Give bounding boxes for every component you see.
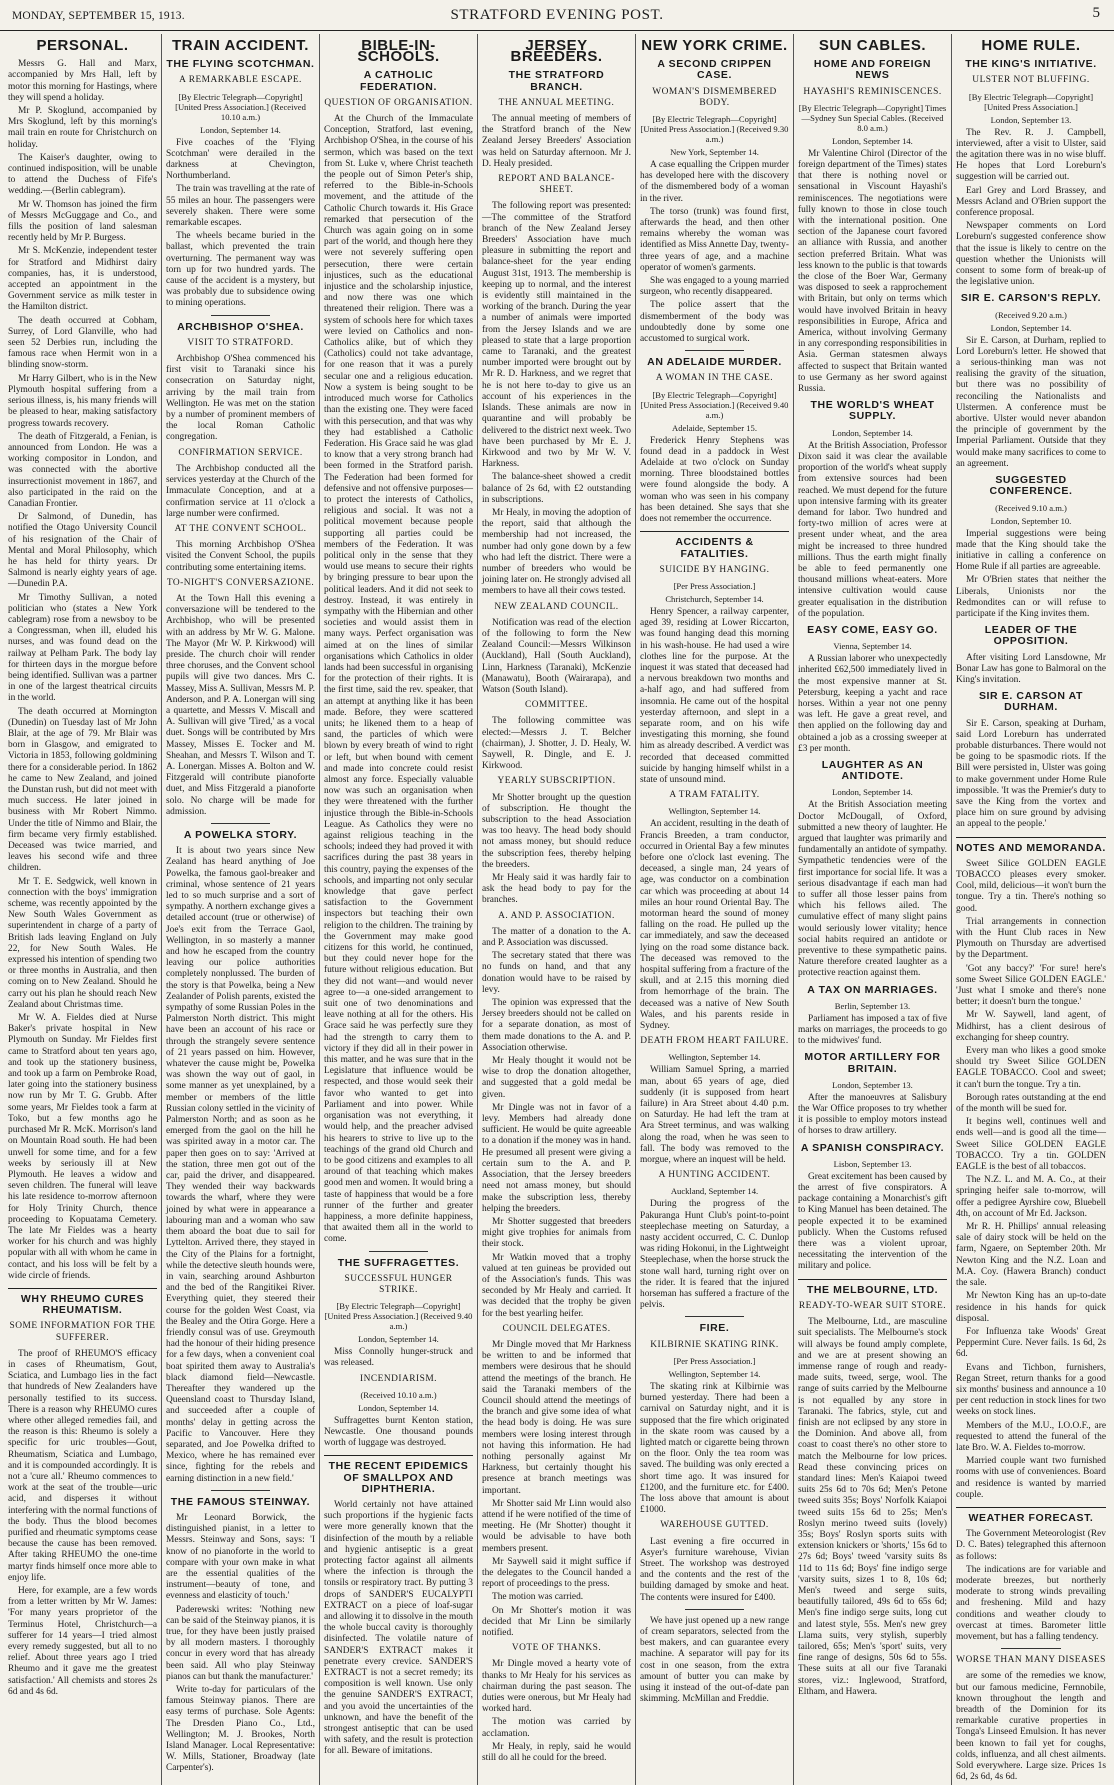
section-heading: BIBLE-IN-SCHOOLS. [357,37,440,66]
ad-subheading: SOME INFORMATION FOR THE SUFFERER. [9,1321,156,1343]
paragraph: The motion was carried. [492,1592,584,1603]
paragraph: Mr Healy thought it would not be wise to drop the donation altogether, and suggested that a gold medal be given. [482,1056,631,1100]
paragraph: Mr T. E. Sedgwick, well known in connection with the boys' immigration scheme, was recently appointed by the New South Wales Government as superintendent in charge of a party of British lads leaving England on July 22, for New South Wales. He expressed his intention of spending two or three months in Australia, and then coming on to New Zealand. Should he carry out his plan he should reach New Zealand about Christmas time. [8,876,157,1010]
paragraph: After visiting Lord Lansdowne, Mr Bonar Law has gone to Balmoral on the King's invitation. [956,652,1106,685]
dateline: Wellington, September 14. [668,1052,761,1063]
paragraph: Earl Grey and Lord Brassey, and Messrs Acland and O'Brien support the conference proposal. [956,185,1106,219]
article-heading: LEADER OF THE OPPOSITION. [984,624,1078,648]
column-train-accident [162,34,320,1785]
paragraph: The Melbourne, Ltd., are masculine suit specialists. The Melbourne's stock will always be found amply complete, and we are at present showing an immense range of rough and ready-made suits, tweed, serge, wool. The range of suits carried by the Melbourne is not equalled by any store in Taranaki. The fabrics, style, cut and finish are not eclipsed by any store in the Dominion. And above all, from coast to coast there's no other store to match the Melbourne for low prices. Read these convincing prices on standard lines: Men's Kaiapoi tweed suits 25s 6d to 70s 6d; Men's Petone tweed suits 35s; Boys' Norfolk Kaiapoi tweed suits 15s 6d to 25s; Men's Roslyn merino tweed suits (lovely) 35s; Boys' Roslyn sports suits with extension knickers or 'shorts,' 15s 6d to 27s 6d; Boys' tweed 'varsity suits 8s 11d to 11s 6d; Boys' fine indigo serge 'varsity suits, sizes 1 to 8, 10s 6d; Men's tweed and serge suits, beautifully tailored, 49s 6d to 65s 6d; Men's fine indigo serge suits, long cut and latest style, 55s. Men's new grey Llama suits, very stylish, superbly tailored, 65s; Men's 'sport' suits, very fine range of designs, 50s 6d to 55s. These suits at all our five Taranaki stores, viz.: Inglewood, Stratford, Eltham, and Hawera. [798,1317,947,1697]
article-subheading: A HUNTING ACCIDENT. [658,1170,771,1181]
article-subheading: A WOMAN IN THE CASE. [655,373,774,384]
divider [956,1507,1106,1508]
paragraph: The secretary stated that there was no funds on hand, and that any donation would have to be raised by levy. [482,951,631,995]
paragraph: Mr Dingle moved that Mr Harkness be written to and be informed that members were desirous that he should attend the meetings of the branch. He said the Taranaki members of the Council should attend the meetings of the branch and give some idea of what the head body is doing. He was sure members were losing interest through not having this information. He had nothing personally against Mr Harkness, but certainly thought his presence at branch meetings was important. [482,1339,631,1496]
article-heading: A POWELKA STORY. [183,828,298,841]
dateline: Auckland, September 14. [670,1186,759,1197]
article-subheading: THE ANNUAL MEETING. [498,97,615,108]
article-heading: A CATHOLIC FEDERATION. [360,69,437,93]
paragraph: She was engaged to a young married surgeon, who recently disappeared. [640,276,789,298]
paragraph: World certainly not have attained such proportions if the hygienic facts were more generally known that the disinfection of the mouth by a reliable and hygienic antiseptic is a great protecting factor against all ailments where the infection is through the tonsils or respiratory tract. By putting 3 drops of SANDER'S EUCALYPTI EXTRACT on a piece of loaf-sugar and allowing it to dissolve in the mouth the whole buccal cavity is thoroughly disinfected. The volatile nature of SANDER'S EXTRACT makes it penetrate every crevice. SANDER'S EXTRACT is not a secret remedy; its composition is well known. Use only the genuine SANDER'S EXTRACT, and you avoid the uncertainties of the unknown, and have the benefit of the strongest antiseptic that can be used with safety, and the result is protection for all. Beware of imitations. [324,1499,473,1757]
article-heading: THE KING'S INITIATIVE. [965,58,1097,71]
paragraph: Dr Salmond, of Dunedin, has notified the Otago University Council of his resignation of the Chair of Mental and Moral Philosophy, which he has held for thirty years. Dr Salmond is nearly eighty years of age.—Dunedin P.A. [8,512,157,590]
paragraph: The death occurred at Cobham, Surrey, of Lord Glanville, who had seen 52 Derbies run, including the famous race when Hermit won in a blinding snow-storm. [8,315,157,371]
paragraph: Frederick Henry Stephens was found dead in a paddock in West Adelaide at two o'clock on Sunday morning. Three bloodstained bottles were found alongside the body. A woman who was seen in his company has been detained. She says that she does not remember the occurrence. [640,435,789,525]
paragraph: After the manoeuvres at Salisbury the War Office proposes to try whether it is possible to employ motors instead of horses to draw artillery. [798,1092,947,1137]
column-sun-cables [794,34,952,1785]
paragraph: Imperial suggestions were being made that the King should take the initiative in calling a conference on Home Rule if all parties are agreeable. [956,528,1106,573]
paragraph: Mr Newton King has an up-to-date residence in his hands for quick disposal. [956,1291,1106,1324]
article-subheading: CONFIRMATION SERVICE. [178,447,303,458]
paragraph: Mr Healy, in moving the adoption of the report, said that although the membership had not increased, the number had only gone down by a few who had left the district. There were a number of breeders who would be joining later on. He strongly advised all members to have all their cows tested. [482,507,631,597]
dateline: Wellington, September 14. [668,806,761,817]
divider [685,1316,745,1317]
article-heading: HOME AND FOREIGN NEWS [813,58,932,82]
article-subheading: WAREHOUSE GUTTED. [660,1520,769,1531]
masthead [0,0,1114,31]
paragraph: Mr R. H. Phillips' annual releasing sale of dairy stock will be held on the farm, Ngaere, on September 20th. Mr Newton King and the N.Z. Loan and M.A. Coy. (Hawera Branch) conduct the sale. [956,1222,1106,1289]
page-number: 5 [1092,5,1100,21]
wire-credit: (Received 9.20 a.m.) [995,309,1067,320]
divider [211,315,271,316]
column-bible-in-schools [320,34,478,1785]
paragraph: Henry Spencer, a railway carpenter, aged 39, residing at Lower Riccarton, was found hanging dead this morning in his wash-house. He had used a wire clothes line for the purpose. At the inquest it was stated that deceased had a nervous breakdown two months and a-half ago, and had suffered from insomnia. He came out of the hospital yesterday afternoon, and slept in a separate room, and on his wife investigating this morning, she found him as already described. A verdict was recorded that deceased committed suicide by hanging himself whilst in a state of unsound mind. [640,606,789,785]
article-subheading: VISIT TO STRATFORD. [187,337,294,348]
paragraph: Mr Valentine Chirol (Director of the foreign department of the Times) states that there is nothing novel or sensational in Viscount Hayashi's reminiscences. The negotiations were fully known to those in close touch with the international position. One section of the Japanese court favored an alliance with Russia, and another section preferred Britain. What was less known to the public is that towards the close of the Boer War, Germany was disposed to seek a rapprochement with Britain, but only on terms which would have involved Britain in heavy responsibilities in Europe, Africa and America, without involving Germany in any corresponding responsibilities in Asia. German statesmen always affected to suspect that Britain wanted to use Germany as her sword against Russia. [798,148,947,395]
columns [4,34,1110,1783]
article-subheading: A REMARKABLE ESCAPE. [179,75,302,86]
dateline: Wellington, September 14. [668,1368,761,1379]
paragraph: Five coaches of the 'Flying Scotchman' were derailed in the darkness at Chevington, Northumberland. [166,137,315,182]
paragraph: The wheels became buried in the ballast, which prevented the train overturning. The permanent way was torn up for two hundred yards. The cause of the accident is a mystery, but was probably due to subsidence owing to mining operations. [166,231,315,309]
article-subheading: COUNCIL DELEGATES. [502,1323,611,1334]
article-heading: SUGGESTED CONFERENCE. [989,474,1073,498]
article-subheading: AT THE CONVENT SCHOOL. [174,523,307,534]
paragraph: At the Church of the Immaculate Conception, Stratford, last evening, Archbishop O'Shea, in the course of his sermon, which was based on the text from St. Luke v, where Christ teacheth the people out of Simon Peter's ship, referred to the Bible-in-Schools movement, and the attitude of the Catholic Church towards it. His Grace remarked that persecution of the Church was again going on in some part of the world, and though here they were not severely suffering open persecution, there were certain injustices, such as the educational injustice and the scholarship injustice, and now there was one which threatened their religion. There was a system of schools here for which taxes were levied on Catholics and non-Catholics alike, but of which they (Catholics) could not take advantage, for one reason that it was a purely secular one and a religious education. Now a system is being sought to be introduced much worse for Catholics than the existing one. They were faced with this persecution, and that was why they had established a Catholic Federation. His Grace said he was glad to know that a very strong branch had been formed in the Stratford parish. The Federation had been formed for defensive and not offensive purposes—to protect the interests of Catholics, religious and social. It was not a political movement because people supporting all parties could be members of the Federation. It was political only in the sense that they would use means to secure their rights by bringing pressure to bear upon the political leaders. And it did not seek to destroy. Instead, it was entirely in sympathy with the Hibernian and other societies and would assist them in many ways. Perfect organisation was aimed at on the lines of similar organisations which Catholics in older lands had been successful in organising for the protection of their rights. It is the first time, said the rev. speaker, that an attempt at anything like it has been made. Before, they were scattered units; he likened them to a heap of sand, the particles of which were blown by every breath of wind to right or left, but when bound with cement and made into concrete could resist almost any force. Especially valuable now was such an organisation when they were threatened with the further injustice through the Bible-in-Schools League. As Catholics they were no against religious teaching in the schools; indeed they had proved it with sacrifices during the past 38 years in this country, paying the expenses of the schools, and imparting not only secular knowledge that gave perfect satisfaction to the Government inspectors but teaching their own religion to the children. The training by the Government may make good citizens for this world, he continued, but they could never hope for the future without religious education. But they did not want—and would never agree to—a one-sided arrangement to suit one of two denominations and leave nothing at all for the others. His Grace said he was perfectly sure they had the strength to carry them to victory if they did all in their power in this matter, and he was sure that in the Legislature that influence would be respected, and those would seek their favor who wanted to get into Parliament and into power. While organisation was not everything, it would help, and the preacher advised his hearers to strive to live up to the teachings of the grand old Church and to be good citizens and examples to all around of that teaching which makes good men and women. It would bring a taste of happiness that would be a fore runner of the further and greater happiness, a more definite happiness, that awaited them all in the world to come. [324,114,473,1245]
article-heading: A TAX ON MARRIAGES. [807,983,938,996]
article-subheading: ULSTER NOT BLUFFING. [972,75,1090,86]
dateline: London, September 14. [358,1334,439,1345]
column-home-rule [952,34,1110,1785]
paragraph: Every man who likes a good smoke should try Sweet Silice GOLDEN EAGLE TOBACCO. Cool and sweet; it can't burn the tongue. Try a tin. [956,1046,1106,1090]
paragraph: Mr P. Skoglund, accompanied by Mrs Skoglund, left by this morning's mail train en route for Christchurch on holiday. [8,106,157,150]
paragraph: The skating rink at Kilbirnie was burned yesterday. There had been a carnival on Saturday night, and it is supposed that the fire which originated in the skate room was caused by a lighted match or cigarette being thrown on the floor. Only the tea room was saved. The building was only erected a short time ago. It was insured for £1200, and the furniture etc. for £400. The loss above that amount is about £1000. [640,1381,789,1516]
paragraph: Sir E. Carson, at Durham, replied to Lord Loreburn's letter. He showed that a serious-thinking man was not realising the gravity of the situation, but there was no possibility of reconciling the Nationalists and Ulstermen. A conference must be abortive. Ulster would never abandon the principle of government by the Imperial Parliament. Outside that they would make many sacrifices to come to an agreement. [956,335,1106,469]
divider [369,1251,429,1252]
paragraph: Parliament has imposed a tax of five marks on marriages, the proceeds to go to the midwives' fund. [798,1013,947,1047]
article-subheading: SUCCESSFUL HUNGER STRIKE. [344,1273,453,1295]
article-heading: THE FLYING SCOTCHMAN. [166,58,315,71]
article-heading: THE STRATFORD BRANCH. [508,69,605,93]
dateline: Berlin, September 13. [834,1000,911,1011]
paragraph: The proof of RHEUMO'S efficacy in cases of Rheumatism, Gout, Sciatica, and Lumbago lies in the fact that hundreds of New Zealanders have personally testified to its success. There is a reason why RHEUMO cures where other alleged remedies fail, and the reason is this: Rheumo is solely a specific for uric troubles—Gout, Rheumatism, Sciatica and Lumbago, and it is compounded accordingly. It is not a 'cure all.' Rheumo commences to work at the seat of the trouble—uric acid, and disperses it without interfering with the normal functions of the body. Thus the blood becomes purified and rheumatic symptoms cease because the cause has been removed. After taking RHEUMO the one-time martyr finds himself once more able to enjoy life. [8,1348,157,1583]
paragraph: Mr Leonard Borwick, the distinguished pianist, in a letter to Messrs. Steinway and Sons, says: 'I know of no pianoforte in the world to compare with your own make in what are the essential qualities of the instrument—beauty of tone, and evenness and elasticity of touch.' [166,1512,315,1602]
dateline: Christchurch, September 14. [665,593,764,604]
paragraph: Mr Timothy Sullivan, a noted politician who (states a New York cablegram) rose from a newsboy to be a Congressman, when ill, eluded his nurses, and was found dead on the railway at Pelham Park. The body lay for thirteen days in the morgue before being identified. Sullivan was a partner in one of the largest theatrical circuits in the world. [8,592,157,704]
paragraph: Here, for example, are a few words from a letter written by Mr W. James: 'For many years proprietor of the Terminus Hotel, Christchurch—a sufferer for 14 years—I tried almost every remedy suggested, but all to no relief. About three years ago I tried Rheumo and it gave me the greatest satisfaction.' All chemists and stores 2s 6d and 4s 6d. [8,1586,157,1697]
paragraph: The opinion was expressed that the Jersey breeders should not be called on for a separate donation, as most of them made donations to the A. and P. Association otherwise. [482,998,631,1053]
paragraph: Mr Shotter said Mr Linn would also attend if he were notified of the time of meeting. He (Mr Shotter) thought it would be advisable to have both members present. [482,1498,631,1554]
ad-subheading: READY-TO-WEAR SUIT STORE. [798,1300,947,1311]
wire-credit: [Per Press Association.] [673,1355,756,1366]
paragraph: Mr Dingle moved a hearty vote of thanks to Mr Healy for his services as chairman during the past season. The duties were onerous, but Mr Healy had worked hard. [482,1659,631,1715]
paragraph: On Mr Shotter's motion it was decided that Mr Linn be similarly notified. [482,1605,631,1639]
paragraph: Mr W. Saywell, land agent, of Midhirst, has a client desirous of exchanging for sheep country. [956,1010,1106,1043]
article-heading: LAUGHTER AS AN ANTIDOTE. [821,758,924,783]
paragraph: Mr Saywell said it might suffice if the delegates to the Council handed a report of proceedings to the press. [482,1556,631,1590]
dateline: London, September 10. [990,515,1072,526]
column-personal [4,34,162,1785]
paragraph: At the British Association, Professor Dixon said it was clear the available proportion of the world's wheat supply from extensive sources had been reached. We must depend for the future upon intensive farming with its greater demand for labor. Two hundred and forty-two million of acres were at present under wheat, and the area might be increased to three hundred millions. Thus the earth might finally be able to feed permanently one thousand millions wheat-eaters. More intensive cultivation would cause greater equalisation in the distribution of the population. [798,440,947,619]
article-heading: ARCHBISHOP O'SHEA. [177,320,304,333]
divider [685,350,745,351]
article-heading: EASY COME, EASY GO. [807,623,938,636]
section-heading: SUN CABLES. [818,37,927,54]
paragraph: Paderewski writes: 'Nothing new can be said of the Steinway pianos, it is true, for they have been justly praised by all modern masters. I thoroughly concur in every word that has already been said. All who play Steinway pianos can but thank the manufacturer.' [166,1604,315,1682]
wire-credit: (Received 9.10 a.m.) [995,502,1067,513]
article-subheading: QUESTION OF ORGANISATION. [324,97,473,108]
dateline: London, September 14. [832,135,913,146]
paragraph: Great excitement has been caused by the arrest of five conspirators. A package containing a Monarchist's gift to King Manuel has been detained. The people expected it to be examined publicly. When the Customs refused there was a violent uproar, necessitating the intervention of the military and police. [798,1171,947,1272]
section-heading: TRAIN ACCIDENT. [172,37,309,54]
article-heading: NOTES AND MEMORANDA. [956,841,1106,854]
newspaper-title: STRATFORD EVENING POST. [450,7,664,23]
wire-credit: (Received 10.10 a.m.) [360,1389,437,1400]
paragraph: Mr W. Thomson has joined the firm of Messrs McGuggage and Co., and fills the position of land salesman recently held by Mr P. Burgess. [8,199,157,244]
paragraph: During the progress of the Pakuranga Hunt Club's point-to-point steeplechase meeting on Saturday, a nasty accident occurred, C. C. Dunlop was riding Hokonui, in the Lightweight Steeplechase, when the horse struck the stone wall hard, turning right over on the rider. It is feared that the injured horseman has suffered a fracture of the pelvis. [640,1199,789,1311]
paragraph: The annual meeting of members of the Stratford branch of the New Zealand Jersey Breeders' Association was held on Saturday afternoon. Mr J. D. Healy presided. [482,114,631,169]
dateline: London, September 13. [990,114,1072,125]
paragraph: The motion was carried by acclamation. [482,1717,631,1739]
article-heading: THE FAMOUS STEINWAY. [170,1495,311,1508]
paragraph: Newspaper comments on Lord Loreburn's suggested conference show that the issue is likely to centre on the question whether the Unionists will consent to some form of break-up of the legislative union. [956,221,1106,288]
ad-heading: THE RECENT EPIDEMICS OF SMALLPOX AND DIPHTHERIA. [328,1460,469,1495]
wire-credit: [By Electric Telegraph—Copyright] [United Press Association.] (Received 10.10 a.m.) [175,91,306,122]
divider [956,837,1106,838]
paragraph: Mr Watkin moved that a trophy valued at ten guineas be provided out of the Association's funds. This was seconded by Mr Healy and carried. It was decided that the trophy be given for the best yearling heifer. [482,1252,631,1319]
paragraph: At the Town Hall this evening a conversazione will be tendered to the Archbishop, who will be presented with an address by Mr W. G. Malone. The Mayor (Mr W. P. Kirkwood) will preside. The church choir will render three choruses, and the Convent school pupils will give two dances. Mrs C. Massey, Miss A. Sullivan, Messrs M. P. Anderson, and P. A. Lonergan will sing a quartette, and Messrs V. Miscall and A. Sullivan will give 'Tired,' as a vocal duet. Songs will be contributed by Mrs Massey, Misses E. Tocker and M. Sheahan, and Messrs T. Wilson and T. A. Lonergan. Misses A. Bolton and W. Fitzgerald will contribute pianoforte duet, and Miss Fitzgerald a pianoforte solo. No charge will be made for admission. [166,593,315,817]
paragraph: Mr Harry Gilbert, who is in the New Plymouth hospital suffering from a serious illness, is, his many friends will be pleased to hear, making satisfactory progress towards recovery. [8,373,157,429]
article-subheading: SUICIDE BY HANGING. [659,564,770,575]
article-subheading: INCENDIARISM. [359,1373,438,1384]
paragraph: An accident, resulting in the death of Francis Breeden, a tram conductor, occurred in Oriental Bay a few minutes before one o'clock last evening. The deceased, a single man, 24 years of age, was conductor on a combination car which was proceeding at about 14 miles an hour round Oriental Bay. The motorman heard the sound of money falling on the road. He pulled up the car immediately, and saw the deceased lying on the road some distance back. The deceased was removed to the hospital suffering from a fracture of the skull, and at 2.15 this morning died from hemorrhage of the brain. The deceased was a native of New South Wales, and his parents reside in Sydney. [640,819,789,1032]
paragraph: Messrs G. Hall and Marx, accompanied by Mrs Hall, left by motor this morning for Hastings, where they will spend a holiday. [8,59,157,103]
divider [1001,1648,1061,1649]
paragraph: Mr W. A. Fieldes died at Nurse Baker's private hospital in New Plymouth on Sunday. Mr Fieldes first came to Stratford about ten years ago, and took up the stationery business, and took up a farm on Pembroke Road, later going into the stationery business now run by Mr T. G. Grubb. After some years, Mr Fieldes took a farm at Toko, but a few months ago he purchased Mr R. McK. Morrison's land on Mountain Road south. He had been unwell for some time, and for a few weeks by seriously ill at New Plymouth. He leaves a widow and seven children. The funeral will leave his late residence to-morrow afternoon for Holy Trinity Church, thence proceeding to Kopuatama Cemetery. The late Mr Fieldes was a hearty worker for his church and was highly popular with all with whom he came in contact, and his loss will be felt by a wide circle of friends. [8,1013,157,1281]
paragraph: Sir E. Carson, speaking at Durham, said Lord Loreburn has underrated probable disturbances. There would not be going to be spasmodic riots. If the Bill were persisted in, Ulster was going to make government under Home Rule impossible. 'It was the Premier's duty to save the King from the vortex and place him on sure ground by advising an appeal to the people.' [956,718,1106,830]
paragraph: For Influenza take Woods' Great Peppermint Cure. Never fails. 1s 6d, 2s 6d. [956,1326,1106,1360]
paragraph: The N.Z. L. and M. A. Co., at their springing heifer sale to-morrow, will offer a pedigree Ayrshire cow, Bluebell 4th, on account of Mr Ed. Jackson. [956,1175,1106,1219]
paragraph: Mr Shotter brought up the question of subscription. He thought the subscription to the head Association was too heavy. The head body should not amass money, but should reduce the subscription fees, thereby helping the breeders. [482,792,631,870]
dateline: London, September 13. [832,1079,913,1090]
divider [211,1490,271,1491]
paragraph: Miss Connolly hunger-struck and was released. [324,1347,473,1369]
article-subheading: COMMITTEE. [524,700,589,711]
dateline: Lisbon, September 13. [833,1158,912,1169]
dateline: Vienna, September 14. [833,641,912,652]
column-new-york-crime [636,34,794,1785]
paragraph: At the British Association meeting Doctor McDougall, of Oxford, submitted a new theory of laughter. He argued that laughter was primarily and fundamentally an antidote of sympathy. Sympathetic tendencies were of the first importance for social life. It was a serious disadvantage if each man had to suffer all those lesser pains from which his fellows ailed. The cumulative effect of many slight pains would seriously lower vitality; hence social habits required an antidote or preventive to these sympathetic pains. Nature therefore created laughter as a protective reaction against them. [798,800,947,979]
wire-credit: [By Electric Telegraph—Copyright] [United Press Association.] [968,91,1094,112]
paragraph: The death of Fitzgerald, a Fenian, is announced from London. He was a working compositor in London, and was connected with the abortive insurrectionist movement in 1867, and also participated in the raid on the Canadian Frontier. [8,431,157,509]
wire-credit: [By Electric Telegraph—Copyright] [United Press Association.] (Received 9.40 a.m.) [324,1301,473,1332]
paragraph: Evans and Tichbon, furnishers, Regan Street, return thanks for a good six months' business and announce a 10 per cent reduction in stock lines for two weeks on stock lines. [956,1362,1106,1418]
article-heading: AN ADELAIDE MURDER. [647,356,782,369]
article-subheading: TO-NIGHT'S CONVERSAZIONE. [166,577,315,588]
article-heading: A SPANISH CONSPIRACY. [800,1141,945,1154]
issue-date: MONDAY, SEPTEMBER 15, 1913. [12,10,185,22]
dateline: London, September 14. [990,322,1072,333]
paragraph: It begins well, continues well and ends well—and is good all the time—Sweet Silice GOLDEN EAGLE TOBACCO. Try a tin. GOLDEN EAGLE is the best of all tobaccos. [956,1117,1106,1173]
paragraph: The torso (trunk) was found first, afterwards the head, and then other remains whereby the woman was identified as Miss Annette Day, twenty-three years of age, and a machine operator of women's garments. [640,206,789,273]
section-heading: PERSONAL. [36,37,129,54]
paragraph: It is about two years since New Zealand has heard anything of Joe Powelka, the famous gaol-breaker and criminal, whose sentence of 21 years led to so much surprise and a sort of sympathy. A northern exchange gives a detailed account (true or otherwise) of Joe's exit from the Terrace Gaol, Wellington, in so masterly a manner and how he escaped from the country leaving our police authorities completely nonplussed. The burden of the story is that Powelka, being a New Zealander of Polish parents, existed the sympathy of some Russian Poles in the Palmerston North district. This might have been an account of his race or through the strangely severe sentence of 21 years passed on him. However, whatever the cause might be, Powelka was shown the way out of gaol, in some manner as yet unexplained, by a member or members of the little Russian colony settled in the vicinity of Palmerston North; and as soon as he emerged from the gaol on the hill he was spirited away in a motor car. The paper then goes on to say: 'Arrived at the station, three men got out of the car, paid the driver, and disappeared. They wended their way backwards towards the wharf, where they were joined by what were in appearance a labouring man and a woman who saw them aboard the boat due to sail for Lyttelton. Arrived there, they stayed in the City of the Plains for a fortnight, while the detective sleuth hounds were, in vain, searching around Ashburton and the bed of the Rangitikei River. Everything quiet, they steered their course for the golden West Coast, via the Bealey and the Otira Gorge. Here a friendly consul was of use. Greymouth had the honour of their hiding presence for a few days, when a convenient coal boat spirited them away to Australia's black diamond field—Newcastle. Thereafter they wandered up the Queensland coast to Thursday Island, and succeeded after a couple of months' delay in getting across the Pacific to Vancouver. Here they separated, and Joe Powelka drifted to Mexico, where he has remained ever since, fighting for the rebels and earning distinction in a new field.' [166,846,315,1484]
ad-heading: THE MELBOURNE, LTD. [806,1283,939,1296]
article-subheading: WOMAN'S DISMEMBERED BODY. [652,86,777,108]
divider [8,1288,157,1289]
dateline: London, September 14. [358,1402,439,1413]
divider [324,1455,473,1456]
paragraph: The police assert that the dismemberment of the body was undoubtedly done by some one accustomed to surgical work. [640,300,789,345]
article-heading: A SECOND CRIPPEN CASE. [657,58,772,82]
paragraph: This morning Archbishop O'Shea visited the Convent School, the pupils contributing some entertaining items. [166,540,315,573]
article-subheading: HAYASHI'S REMINISCENCES. [803,86,942,97]
paragraph: Mr O'Brien states that neither the Liberals, Unionists nor the Redmondites can or will refuse to participate if the King invites them. [956,575,1106,619]
article-heading: THE WORLD'S WHEAT SUPPLY. [810,399,935,423]
article-heading: WEATHER FORECAST. [968,1511,1094,1524]
article-heading: FIRE. [699,1322,730,1335]
paragraph: A case equalling the Crippen murder has developed here with the discovery of the dismembered body of a woman in the river. [640,160,789,204]
article-subheading: YEARLY SUBSCRIPTION. [497,776,616,787]
dateline: Adelaide, September 15. [672,422,757,433]
paragraph: A Russian laborer who unexpectedly inherited £62,500 immediately lived in the most expensive manner at St. Petersburg, keeping a yacht and race horses. Within a year not one penny was left. He gave a great revel, and then applied on the following day and obtained a job as a crossing sweeper at £3 per month. [798,654,947,754]
paragraph: Members of the M.U., I.O.O.F., are requested to attend the funeral of the late Bro. W. A. Fieldes to-morrow. [956,1420,1106,1453]
paragraph: The Kaiser's daughter, owing to continued indisposition, will be unable to attend the Duchess of Fife's wedding.—(Berlin cablegram). [8,152,157,197]
paragraph: are some of the remedies we know, but our famous medicine, Fernnobile, known throughout the length and breadth of the Dominion for its remarkable curative properties in Tonga's Linseed Emulsion. It has never been known to fail yet for coughs, colds, influenza, and all chest ailments. Sold everywhere. Large size. Prices 1s 6d, 2s 6d, 4s 6d. [956,1671,1106,1783]
dateline: London, September 14. [200,124,281,135]
paragraph: The indications are for variable and moderate breezes, but northerly moderate to strong winds prevailing and freshening. Mild and hazy conditions and weather cloudy to overcast at times. Barometer little movement, but has a falling tendency. [956,1564,1106,1642]
paragraph: Borough rates outstanding at the end of the month will be sued for. [956,1092,1106,1115]
article-subheading: A TRAM FATALITY. [669,790,760,801]
dateline: London, September 14. [832,787,913,798]
article-heading: SIR E. CARSON AT DURHAM. [978,690,1084,714]
article-subheading: KILBIRNIE SKATING RINK. [650,1339,779,1350]
paragraph: The Archbishop conducted all the services yesterday at the Church of the Immaculate Conception, and at a confirmation service at 11 o'clock a large number were confirmed. [166,463,315,519]
wire-credit: [By Electric Telegraph—Copyright] Times—Sydney Sun Special Cables. (Received 8.0 a.m.) [798,102,947,133]
paragraph: The balance-sheet showed a credit balance of 2s 6d, with £2 outstanding in subscriptions. [482,472,631,505]
article-heading: MOTOR ARTILLERY FOR BRITAIN. [804,1051,941,1075]
section-heading: HOME RULE. [981,37,1081,54]
ad-heading: WHY RHEUMO CURES RHEUMATISM. [20,1292,145,1317]
paragraph: Mr Healy, in reply, said he would still do all he could for the breed. [482,1741,631,1764]
paragraph: Mr Dingle was not in favor of a levy. Members had already done sufficient. He would be quite agreeable to a donation if the money was in hand. He presumed all present were giving a certain sum to the A. and P. Association, that the Jersey breeders need not amass money, but should make the subscription less, thereby helping the breeders. [482,1102,631,1214]
column-jersey-breeders [478,34,636,1785]
dateline: New York, September 14. [670,147,759,158]
paragraph: Mr S. McKenzie, independent tester for Stratford and Midhirst dairy companies, has, it is understood, accepted an appointment in the Government service as milk tester in the Hamilton district. [8,246,157,313]
paragraph: Sweet Silice GOLDEN EAGLE TOBACCO pleases every smoker. Cool, mild, delicious—it won't burn the tongue. Try a tin. There's nothing so good. [956,858,1106,914]
article-subheading: VOTE OF THANKS. [511,1643,602,1654]
paragraph: The following committee was elected:—Messrs J. T. Belcher (chairman), J. Shotter, J. D. Healy, W. Saywell, R. Dingle, and E. J. Kirkwood. [482,716,631,772]
article-heading: ACCIDENTS & FATALITIES. [675,536,754,560]
article-heading: SIR E. CARSON'S REPLY. [960,292,1102,305]
paragraph: The Government Meteorologist (Rev D. C. Bates) telegraphed this afternoon as follows: [956,1529,1106,1562]
article-subheading: DEATH FROM HEART FAILURE. [640,1036,789,1047]
article-subheading: A. AND P. ASSOCIATION. [498,910,615,921]
wire-credit: [By Electric Telegraph—Copyright] [United Press Association.] (Received 9.30 a.m.) [640,114,789,145]
paragraph: Last evening a fire occurred in Asyer's furniture warehouse, Vivian Street. The workshop was destroyed and the contents and the rest of the building damaged by smoke and heat. The contents were insured for £400. [640,1536,789,1603]
paragraph: Trial arrangements in connection with the Hunt Club races in New Plymouth on Thursday are advertised by the Department. [956,916,1106,961]
divider [640,531,789,532]
paragraph: William Samuel Spring, a married man, about 65 years of age, died suddenly (it is supposed from heart failure) in Ara Street about 4.40 p.m. on Saturday. He had left the tram at Ara Street terminus, and was walking along the road, when he was seen to fall. The body was removed to the morgue, where an inquest will be held. [640,1065,789,1166]
paragraph: The train was travelling at the rate of 55 miles an hour. The passengers were severely shaken. There were some remarkable escapes. [166,184,315,229]
wire-credit: [Per Press Association.] [673,580,756,591]
paragraph: Mr Healy said it was hardly fair to ask the head body to pay for the branches. [482,873,631,906]
paragraph: 'Got any baccy?' 'For sure! here's some Sweet Silice GOLDEN EAGLE.' 'Just what I smoke and there's none better; it doesn't burn the tongue.' [956,963,1106,1008]
section-heading: JERSEY BREEDERS. [510,37,603,66]
article-subheading: NEW ZEALAND COUNCIL. [494,601,619,612]
article-subheading: REPORT AND BALANCE-SHEET. [498,174,615,196]
paragraph: Write to-day for particulars of the famous Steinway pianos. There are easy terms of purchase. Sole Agents: The Dresden Piano Co., Ltd., Wellington; M. J. Brookes, North Island Manager. Local Representative: W. Mills, Stationer, Broadway (late Carpenter's). [166,1685,315,1774]
paragraph: Married couple want two furnished rooms with use of conveniences. Board and residence is wanted by married couple. [956,1456,1106,1500]
ad-heading: WORSE THAN MANY DISEASES [956,1655,1106,1666]
paragraph: The matter of a donation to the A. and P. Association was discussed. [482,926,631,949]
divider [798,1279,947,1280]
section-heading: NEW YORK CRIME. [641,37,788,54]
paragraph: The death occurred at Mornington (Dunedin) on Tuesday last of Mr John Blair, at the age of 79. Mr Blair was born in Glasgow, and emigrated to Victoria in 1853, following goldmining there for a considerable period. In 1862 he came to New Zealand, and joined the Dunstan rush, but did not meet with much success. He later joined in business with Mr Robert Nimmo. Under the title of Nimmo and Blair, the firm became very firmly established. Deceased was twice married, and leaves his second wife and three children. [8,706,157,874]
paragraph: We have just opened up a new range of cream separators, selected from the best makers, and can guarantee every machine. A separator will pay for its cost in one season, from the extra amount of butter you can make by using it instead of the out-of-date pan skimming. McMillan and Freddie. [640,1615,789,1705]
paragraph: Suffragettes burnt Kenton station, Newcastle. One thousand pounds worth of luggage was destroyed. [324,1415,473,1449]
wire-credit: [By Electric Telegraph—Copyright] [United Press Association.] (Received 9.40 a.m.) [640,389,789,420]
paragraph: Mr Shotter suggested that breeders might give trophies for animals from their stock. [482,1216,631,1250]
dateline: London, September 14. [832,427,913,438]
divider [211,823,271,824]
divider [685,1609,745,1610]
paragraph: The Rev. R. J. Campbell, interviewed, after a visit to Ulster, said the agitation there was in no wise bluff. He hopes that Lord Loreburn's suggestion will be carried out. [956,127,1106,183]
paragraph: Notification was read of the election of the following to form the New Zealand Council:—Messrs Wilkinson (Auckland), Hall (South Auckland), Linn, Harkness (Taranaki), McKenzie (Manawatu), Booth (Wairarapa), and Watson (South Island). [482,617,631,695]
paragraph: The following report was presented:—The committee of the Stratford branch of the New Zealand Jersey Breeders' Association have much pleasure in submitting the report and balance-sheet for the year ending August 31st, 1913. The membership is keeping up to normal, and the interest is evidently still maintained in the working of the branch. During the year a number of animals were imported from the Jersey Islands and we are pleased to state that a large proportion came to Taranaki, and the greatest number imported were brought out by Mr R. D. Harkness, and we regret that he is not here to-day to give us an account of his experiences in the Islands. These animals are now in quarantine and will probably be delivered to the district next week. Two have been purchased by Mr E. J. Kirkwood and two by Mr W. V. Harkness. [482,201,631,470]
paragraph: Archbishop O'Shea commenced his first visit to Taranaki since his consecration on Saturday night, arriving by the mail train from Wellington. He was met on the station by a number of prominent members of the local Roman Catholic congregation. [166,354,315,443]
article-heading: THE SUFFRAGETTES. [337,1256,460,1269]
